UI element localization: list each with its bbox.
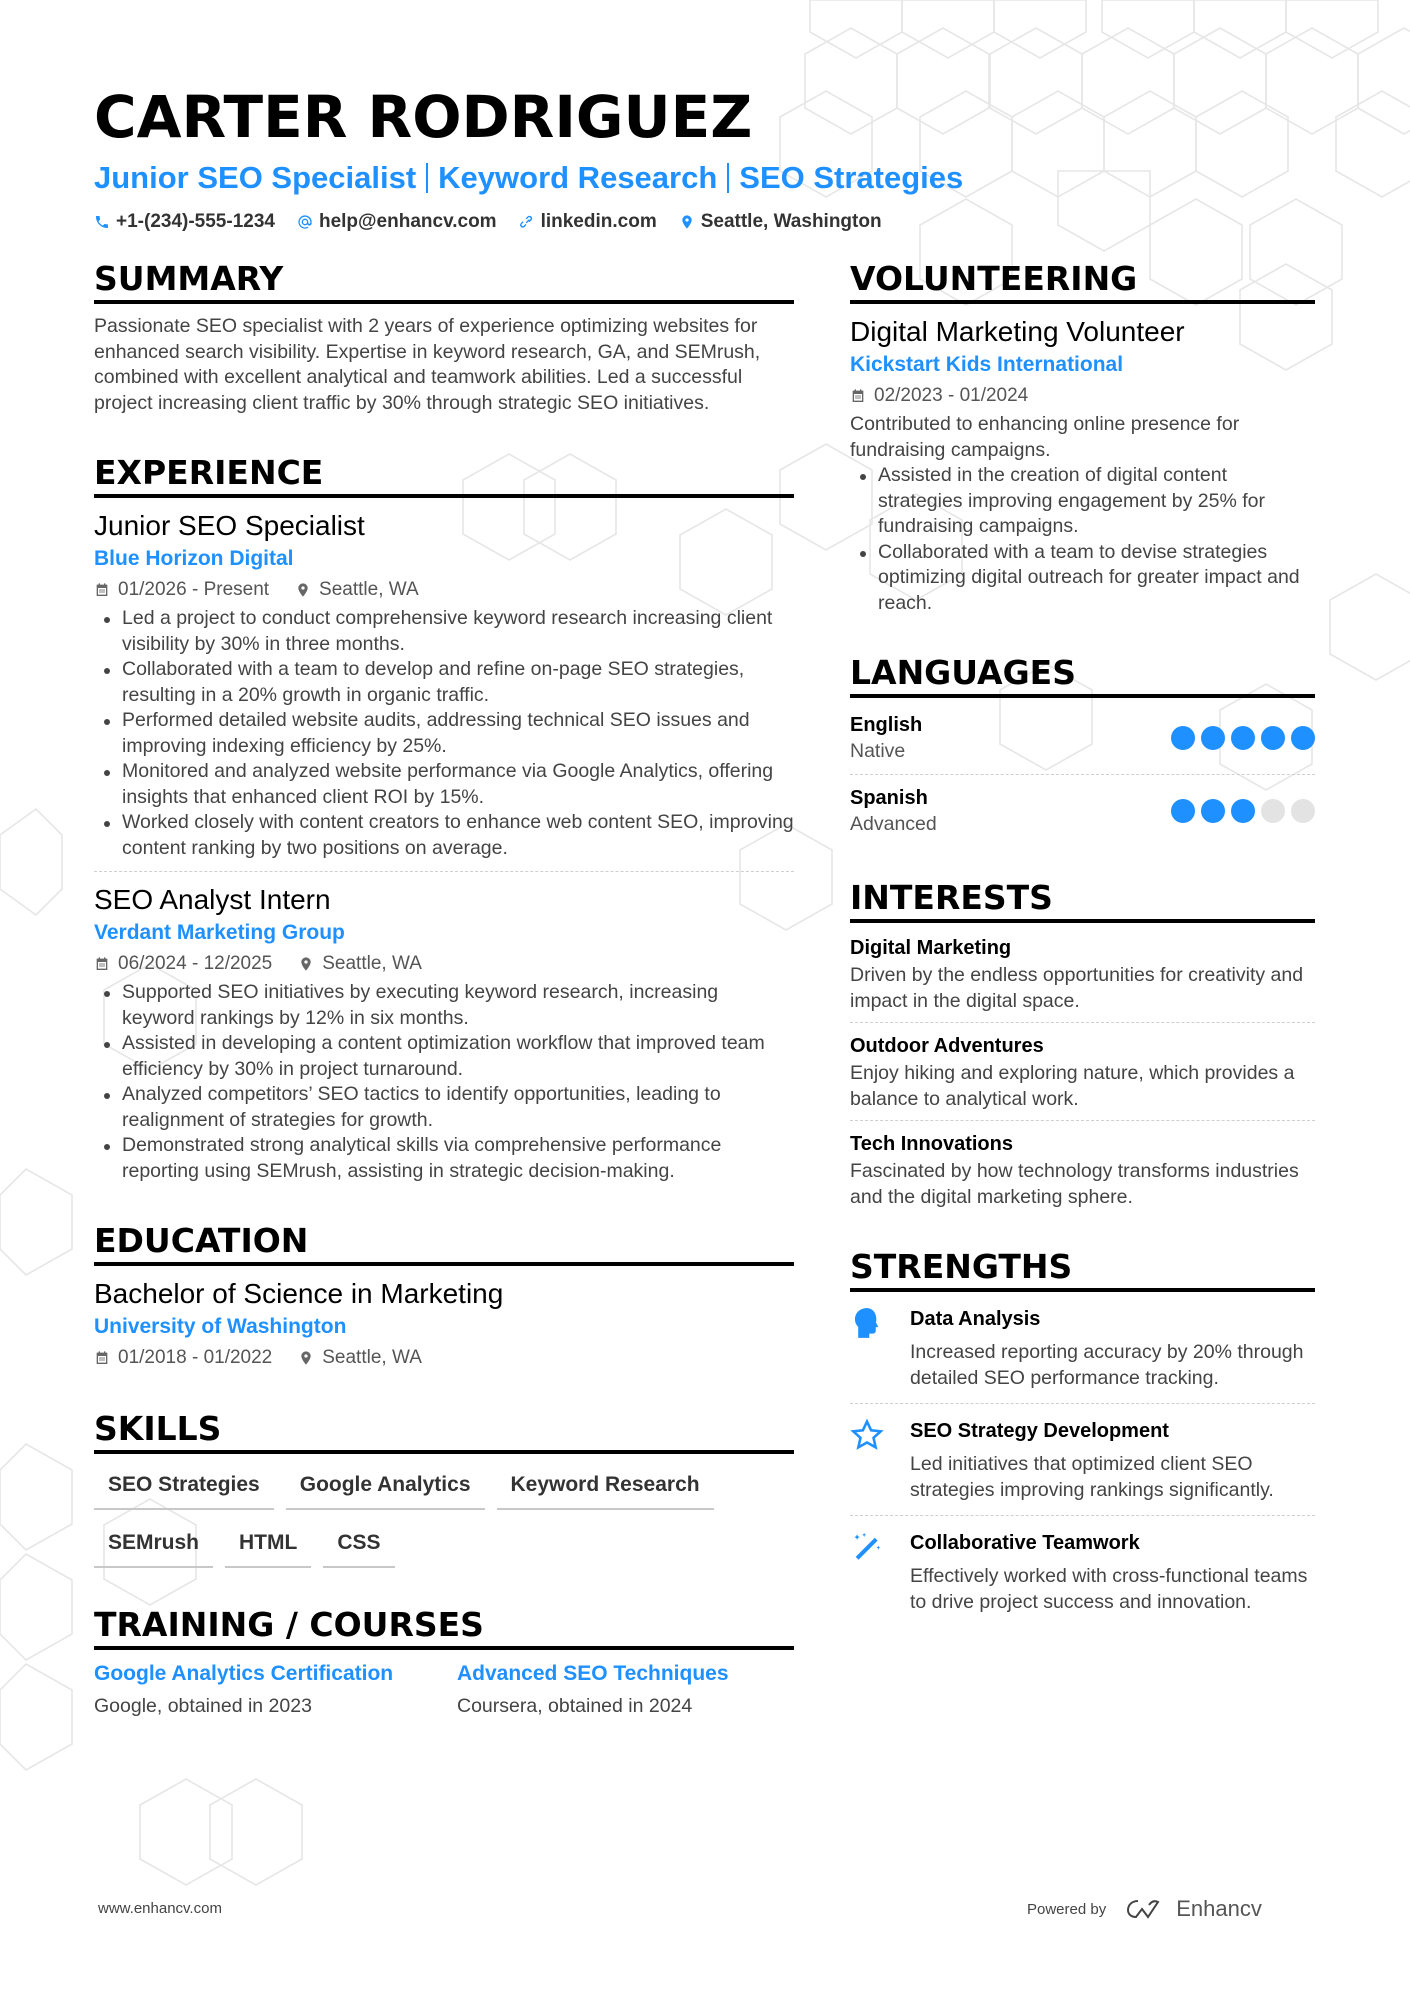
brain-head-icon: [850, 1306, 884, 1340]
education-section: [94, 1220, 794, 1372]
left-column: [94, 258, 794, 1755]
section-title-interests: INTERESTS: [850, 877, 1315, 923]
entry-divider: [850, 1022, 1315, 1023]
volunteer-org: Kickstart Kids International: [850, 353, 1124, 376]
language-item: [850, 708, 1315, 768]
strength-item: [850, 1302, 1315, 1391]
course-provider: Coursera, obtained in 2024: [457, 1695, 693, 1717]
company-name: Verdant Marketing Group: [94, 921, 345, 944]
enhancv-brand-text: Enhancv: [1176, 1896, 1262, 1921]
rating-dot-filled: [1291, 726, 1315, 750]
volunteer-meta: [850, 382, 1315, 410]
experience-entry: [94, 508, 794, 861]
interests-section: [850, 877, 1315, 1210]
headline-title-1: Junior SEO Specialist: [94, 160, 417, 195]
calendar-icon: [94, 956, 110, 972]
job-title: Junior SEO Specialist: [94, 510, 365, 541]
bullet-item: Led a project to conduct comprehensive keyword research increasing client visibility by 30% in three months.: [94, 606, 794, 657]
link-text: linkedin.com: [540, 211, 657, 232]
strength-description: Led initiatives that optimized client SEO strategies improving rankings significantly.: [910, 1453, 1274, 1501]
interest-item: [850, 1031, 1315, 1112]
calendar-icon: [94, 1350, 110, 1366]
entry-divider: [850, 1515, 1315, 1516]
language-item: [850, 781, 1315, 841]
location-text: Seattle, Washington: [700, 211, 882, 232]
strength-title: SEO Strategy Development: [910, 1420, 1169, 1442]
section-title-training: TRAINING / COURSES: [94, 1604, 794, 1650]
enhancv-logo-icon: [1124, 1897, 1168, 1921]
at-icon: [297, 214, 313, 230]
interest-title: Tech Innovations: [850, 1133, 1013, 1155]
language-name: English: [850, 714, 923, 736]
language-rating: [1171, 726, 1315, 750]
skill-tag: HTML: [225, 1522, 311, 1568]
headline-separator: [727, 163, 729, 193]
bullet-item: Demonstrated strong analytical skills via comprehensive performance reporting using SEMrush, assisting in strategic decision-making.: [94, 1133, 794, 1184]
experience-section: [94, 452, 794, 1184]
location-pin-icon: [295, 582, 311, 598]
email-text: help@enhancv.com: [318, 211, 497, 232]
resume-header: [94, 82, 1324, 234]
job-location: [295, 576, 419, 604]
headline-title-2: Keyword Research: [438, 160, 718, 195]
section-title-skills: SKILLS: [94, 1408, 794, 1454]
volunteer-role: Digital Marketing Volunteer: [850, 316, 1185, 347]
calendar-icon: [94, 582, 110, 598]
interest-title: Outdoor Adventures: [850, 1035, 1044, 1057]
dates-text: 02/2023 - 01/2024: [874, 385, 1029, 406]
footer-powered-by[interactable]: [1027, 1896, 1262, 1922]
skill-tag: SEO Strategies: [94, 1464, 274, 1510]
language-name: Spanish: [850, 787, 928, 809]
footer-website-link[interactable]: www.enhancv.com: [98, 1900, 222, 1917]
contact-phone[interactable]: [94, 210, 275, 234]
section-title-volunteering: VOLUNTEERING: [850, 258, 1315, 304]
degree-title: Bachelor of Science in Marketing: [94, 1278, 504, 1309]
headline-titles: [94, 160, 1324, 196]
phone-icon: [94, 214, 110, 230]
education-dates: [94, 1344, 272, 1372]
skill-tag: CSS: [323, 1522, 394, 1568]
job-dates: [94, 576, 269, 604]
entry-divider: [850, 774, 1315, 775]
language-level: Native: [850, 740, 906, 762]
interest-description: Driven by the endless opportunities for creativity and impact in the digital space.: [850, 964, 1304, 1012]
contact-link[interactable]: [519, 210, 657, 234]
candidate-name: CARTER RODRIGUEZ: [94, 83, 753, 151]
dates-text: 06/2024 - 12/2025: [118, 953, 273, 974]
rating-dot-filled: [1231, 726, 1255, 750]
star-icon: [850, 1418, 884, 1452]
strengths-section: [850, 1246, 1315, 1615]
interest-item: [850, 1129, 1315, 1210]
location-text: Seattle, WA: [322, 953, 422, 974]
contact-location: [679, 210, 882, 234]
bullet-item: Worked closely with content creators to enhance web content SEO, improving content ranking by two positions on average.: [94, 810, 794, 861]
section-title-languages: LANGUAGES: [850, 652, 1315, 698]
course-provider: Google, obtained in 2023: [94, 1695, 312, 1717]
contact-email[interactable]: [297, 210, 497, 234]
bullet-item: Assisted in developing a content optimization workflow that improved team efficiency by 30% in project turnaround.: [94, 1031, 794, 1082]
bullet-item: Collaborated with a team to devise strategies optimizing digital outreach for greater impact and reach.: [850, 540, 1315, 617]
phone-text: +1-(234)-555-1234: [116, 211, 275, 232]
interest-description: Enjoy hiking and exploring nature, which provides a balance to analytical work.: [850, 1062, 1295, 1110]
magic-wand-icon: [850, 1530, 884, 1564]
bullet-item: Performed detailed website audits, addressing technical SEO issues and improving indexing efficiency by 25%.: [94, 708, 794, 759]
rating-dot-filled: [1201, 799, 1225, 823]
job-dates: [94, 950, 272, 978]
school-name: University of Washington: [94, 1315, 347, 1338]
strength-description: Effectively worked with cross-functional teams to drive project success and innovation.: [910, 1565, 1308, 1613]
volunteering-section: [850, 258, 1315, 616]
bullet-item: Monitored and analyzed website performance via Google Analytics, offering insights that enhanced client ROI by 15%.: [94, 759, 794, 810]
contact-bar: [94, 210, 1324, 234]
job-location: [298, 950, 422, 978]
bullet-item: Analyzed competitors’ SEO tactics to identify opportunities, leading to realignment of strategies for growth.: [94, 1082, 794, 1133]
location-text: Seattle, WA: [322, 1347, 422, 1368]
enhancv-logo: [1124, 1896, 1262, 1922]
skill-tag: Google Analytics: [286, 1464, 485, 1510]
powered-by-text: Powered by: [1027, 1900, 1107, 1918]
training-section: [94, 1604, 794, 1719]
bullet-item: Supported SEO initiatives by executing keyword research, increasing keyword rankings by 12% in six months.: [94, 980, 794, 1031]
language-rating: [1171, 799, 1315, 823]
job-bullets: [94, 980, 794, 1184]
rating-dot-filled: [1261, 726, 1285, 750]
section-title-experience: EXPERIENCE: [94, 452, 794, 498]
rating-dot-filled: [1231, 799, 1255, 823]
bullet-item: Assisted in the creation of digital content strategies improving engagement by 25% for fundraising campaigns.: [850, 463, 1315, 540]
courses-list: [94, 1660, 794, 1719]
entry-divider: [94, 871, 794, 872]
job-title: SEO Analyst Intern: [94, 884, 331, 915]
rating-dot-empty: [1291, 799, 1315, 823]
section-title-strengths: STRENGTHS: [850, 1246, 1315, 1292]
link-icon: [519, 214, 535, 230]
company-name: Blue Horizon Digital: [94, 547, 294, 570]
language-level: Advanced: [850, 813, 937, 835]
course-item: [457, 1660, 792, 1719]
headline-separator: [426, 163, 428, 193]
job-meta: [94, 576, 794, 604]
education-location: [298, 1344, 422, 1372]
location-pin-icon: [298, 956, 314, 972]
skill-tag: SEMrush: [94, 1522, 213, 1568]
strength-title: Data Analysis: [910, 1308, 1041, 1330]
strength-item: [850, 1526, 1315, 1615]
section-title-education: EDUCATION: [94, 1220, 794, 1266]
interest-item: [850, 933, 1315, 1014]
skill-tag: Keyword Research: [497, 1464, 714, 1510]
rating-dot-filled: [1201, 726, 1225, 750]
course-title: Advanced SEO Techniques: [457, 1662, 729, 1685]
rating-dot-filled: [1171, 799, 1195, 823]
summary-text: Passionate SEO specialist with 2 years of experience optimizing websites for enhanced search visibility. Expertise in keyword research, GA, and SEMrush, combined with excellent analytical and teamwork abilities. Led a successful project increasing client traffic by 30% through strategic SEO initiatives.: [94, 315, 761, 414]
location-text: Seattle, WA: [319, 579, 419, 600]
dates-text: 01/2018 - 01/2022: [118, 1347, 273, 1368]
rating-dot-filled: [1171, 726, 1195, 750]
summary-section: [94, 258, 794, 416]
headline-title-3: SEO Strategies: [739, 160, 964, 195]
strength-description: Increased reporting accuracy by 20% through detailed SEO performance tracking.: [910, 1341, 1304, 1389]
location-pin-icon: [679, 214, 695, 230]
course-item: [94, 1660, 429, 1719]
volunteer-description: Contributed to enhancing online presence for fundraising campaigns.: [850, 413, 1240, 461]
bullet-item: Collaborated with a team to develop and refine on-page SEO strategies, resulting in a 20% growth in organic traffic.: [94, 657, 794, 708]
dates-text: 01/2026 - Present: [118, 579, 270, 600]
right-column: [850, 258, 1315, 1651]
languages-section: [850, 652, 1315, 841]
strength-title: Collaborative Teamwork: [910, 1532, 1140, 1554]
strength-item: [850, 1414, 1315, 1503]
rating-dot-empty: [1261, 799, 1285, 823]
experience-entry: [94, 882, 794, 1184]
location-pin-icon: [298, 1350, 314, 1366]
skills-list: [94, 1464, 794, 1568]
entry-divider: [850, 1120, 1315, 1121]
skills-section: [94, 1408, 794, 1568]
entry-divider: [850, 1403, 1315, 1404]
section-title-summary: SUMMARY: [94, 258, 794, 304]
education-meta: [94, 1344, 794, 1372]
interest-title: Digital Marketing: [850, 937, 1012, 959]
course-title: Google Analytics Certification: [94, 1662, 394, 1685]
calendar-icon: [850, 388, 866, 404]
volunteer-dates: [850, 382, 1028, 410]
interest-description: Fascinated by how technology transforms industries and the digital marketing sphere.: [850, 1160, 1299, 1208]
job-bullets: [94, 606, 794, 861]
volunteer-bullets: [850, 463, 1315, 616]
job-meta: [94, 950, 794, 978]
